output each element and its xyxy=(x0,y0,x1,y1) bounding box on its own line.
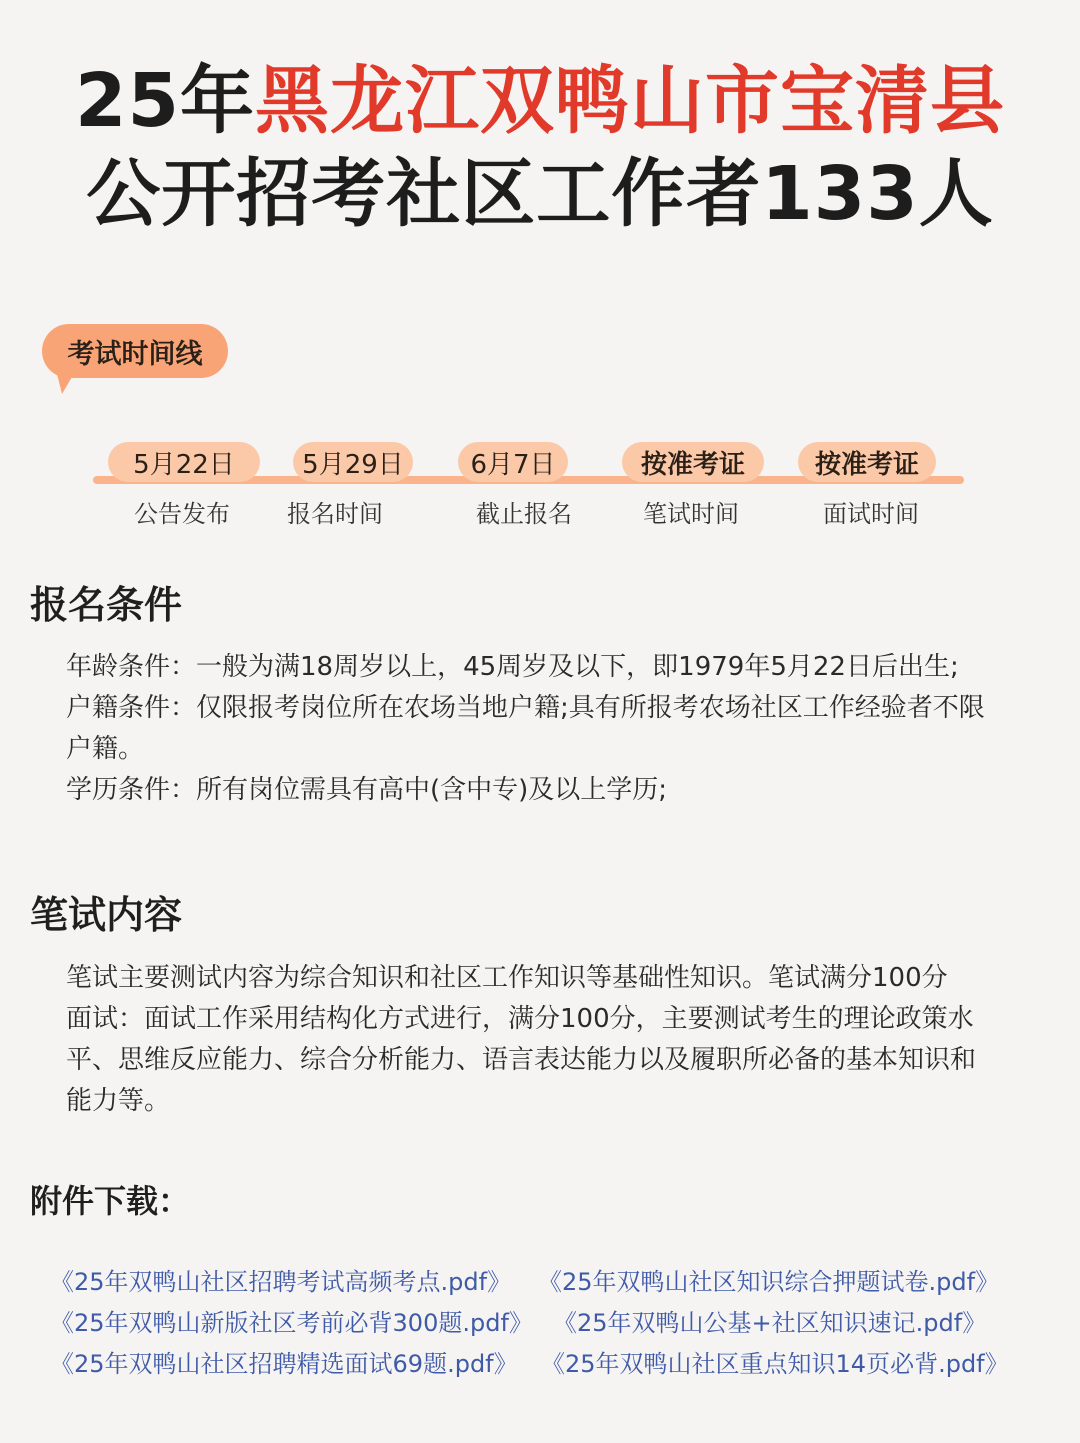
timeline-date-5: 按准考证 xyxy=(798,442,936,482)
page-title-line-1 xyxy=(0,55,1080,147)
timeline-label-2: 报名时间 xyxy=(287,500,383,528)
requirement-age: 年龄条件：一般为满18周岁以上，45周岁及以下，即1979年5月22日后出生; xyxy=(66,652,959,682)
timeline-date-1: 5月22日 xyxy=(108,442,260,482)
exam-written: 笔试主要测试内容为综合知识和社区工作知识等基础性知识。笔试满分100分 xyxy=(66,963,948,993)
timeline-label-1: 公告发布 xyxy=(134,500,230,528)
timeline-date-4: 按准考证 xyxy=(622,442,764,482)
exam-interview: 面试：面试工作采用结构化方式进行，满分100分，主要测试考生的理论政策水平、思维反应能力、综合分析能力、语言表达能力以及履职所必备的基本知识和能力等。 xyxy=(66,1004,977,1116)
attachment-link-3[interactable]: 《25年双鸭山新版社区考前必背300题.pdf》 xyxy=(50,1309,533,1337)
requirement-education: 学历条件：所有岗位需具有高中(含中专)及以上学历; xyxy=(66,775,668,805)
title-highlight: 黑龙江双鸭山市宝清县 xyxy=(254,58,1005,144)
requirements-body xyxy=(66,647,986,811)
attachment-link-4[interactable]: 《25年双鸭山公基+社区知识速记.pdf》 xyxy=(553,1309,987,1337)
timeline-date-2: 5月29日 xyxy=(293,442,413,482)
timeline-label-4: 笔试时间 xyxy=(643,500,739,528)
attachment-link-2[interactable]: 《25年双鸭山社区知识综合押题试卷.pdf》 xyxy=(538,1268,1000,1296)
timeline-label-3: 截止报名 xyxy=(476,500,572,528)
requirements-heading: 报名条件 xyxy=(30,583,183,627)
exam-heading: 笔试内容 xyxy=(30,893,183,937)
attachment-link-6[interactable]: 《25年双鸭山社区重点知识14页必背.pdf》 xyxy=(541,1350,1009,1378)
attachment-link-5[interactable]: 《25年双鸭山社区招聘精选面试69题.pdf》 xyxy=(50,1350,518,1378)
title-prefix: 25年 xyxy=(75,58,255,144)
timeline-label-5: 面试时间 xyxy=(823,500,919,528)
attachment-link-1[interactable]: 《25年双鸭山社区招聘考试高频考点.pdf》 xyxy=(50,1268,512,1296)
exam-body xyxy=(66,958,986,1122)
bubble-tail xyxy=(56,370,76,394)
attachments-heading: 附件下载： xyxy=(30,1182,191,1220)
page-title-line-2: 公开招考社区工作者133人 xyxy=(86,151,994,237)
requirement-residence: 户籍条件：仅限报考岗位所在农场当地户籍;具有所报考农场社区工作经验者不限户籍。 xyxy=(66,693,985,764)
timeline-date-3: 6月7日 xyxy=(458,442,568,482)
timeline-heading-bubble: 考试时间线 xyxy=(42,324,228,378)
